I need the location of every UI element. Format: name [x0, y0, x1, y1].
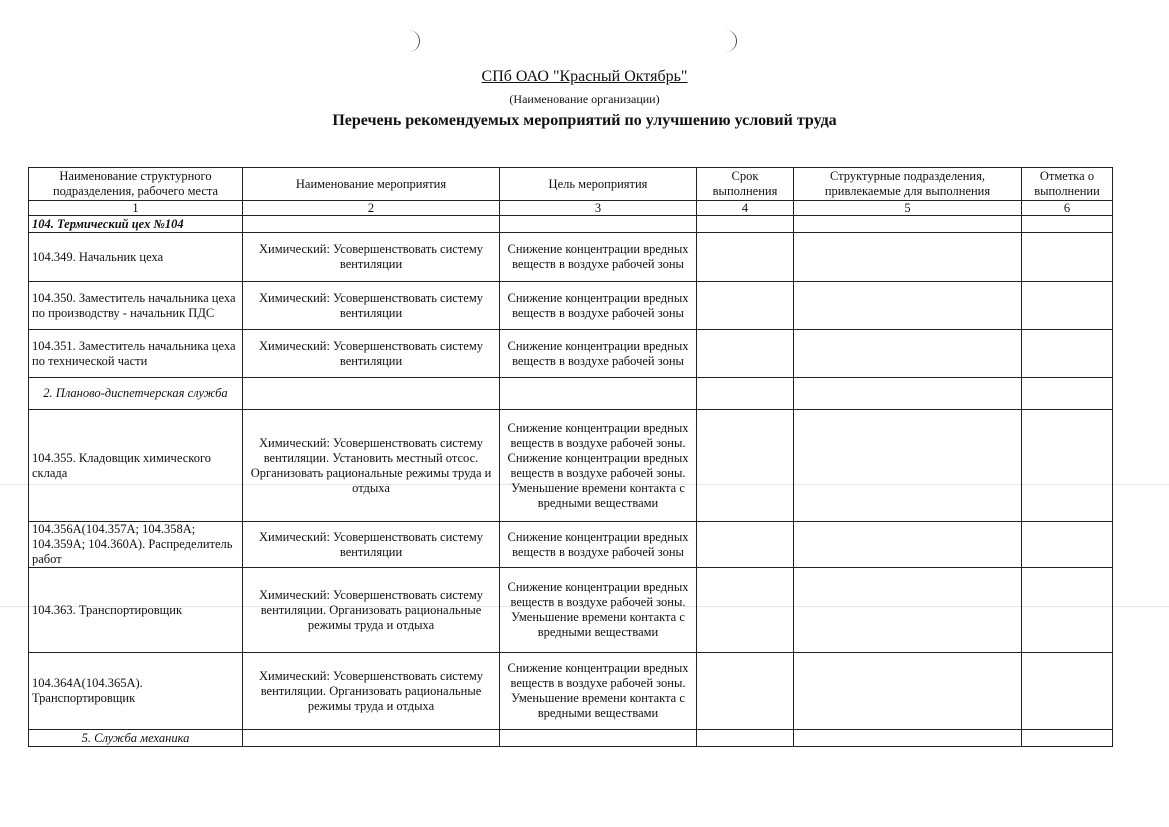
mark-cell: [1022, 330, 1113, 378]
units-cell: [794, 568, 1022, 653]
units-cell: [794, 653, 1022, 730]
section-row: [29, 730, 1113, 747]
goal-cell: Снижение концентрации вредных веществ в воздухе рабочей зоны: [500, 330, 697, 378]
table-row: [29, 330, 1113, 378]
units-cell: [794, 330, 1022, 378]
column-header-goal: Цель мероприятия: [500, 168, 697, 201]
column-number: 5: [794, 201, 1022, 216]
section-row: [29, 378, 1113, 410]
measure-cell: Химический: Усовершенствовать систему вентиляции: [243, 233, 500, 282]
empty-cell: [794, 378, 1022, 410]
workplace-cell: 104.363. Транспортировщик: [29, 568, 243, 653]
mark-cell: [1022, 410, 1113, 522]
empty-cell: [1022, 216, 1113, 233]
goal-cell: Снижение концентрации вредных веществ в воздухе рабочей зоны. Снижение концентрации вредных веществ в воздухе рабочей зоны. Уменьшение времени контакта с вредными веществами: [500, 410, 697, 522]
column-number: 3: [500, 201, 697, 216]
mark-cell: [1022, 233, 1113, 282]
column-number: 1: [29, 201, 243, 216]
empty-cell: [697, 216, 794, 233]
measure-cell: Химический: Усовершенствовать систему вентиляции. Организовать рациональные режимы труда и отдыха: [243, 568, 500, 653]
empty-cell: [500, 378, 697, 410]
empty-cell: [500, 730, 697, 747]
empty-cell: [1022, 730, 1113, 747]
column-header-units: Структурные подразделения, привлекаемые для выполнения: [794, 168, 1022, 201]
measure-cell: Химический: Усовершенствовать систему вентиляции: [243, 282, 500, 330]
measure-cell: Химический: Усовершенствовать систему вентиляции: [243, 330, 500, 378]
table-row: [29, 522, 1113, 568]
mark-cell: [1022, 282, 1113, 330]
empty-cell: [794, 216, 1022, 233]
column-number-row: [29, 201, 1113, 216]
workplace-cell: 104.356А(104.357А; 104.358А; 104.359А; 104.360А). Распределитель работ: [29, 522, 243, 568]
workplace-cell: 104.350. Заместитель начальника цеха по производству - начальник ПДС: [29, 282, 243, 330]
measure-cell: Химический: Усовершенствовать систему вентиляции: [243, 522, 500, 568]
punch-hole-left: [405, 30, 420, 52]
empty-cell: [243, 216, 500, 233]
organization-name: СПб ОАО "Красный Октябрь": [481, 68, 688, 85]
goal-cell: Снижение концентрации вредных веществ в воздухе рабочей зоны: [500, 522, 697, 568]
empty-cell: [1022, 378, 1113, 410]
units-cell: [794, 410, 1022, 522]
empty-cell: [500, 216, 697, 233]
empty-cell: [243, 730, 500, 747]
column-number: 4: [697, 201, 794, 216]
empty-cell: [794, 730, 1022, 747]
measure-cell: Химический: Усовершенствовать систему вентиляции. Установить местный отсос. Организовать рациональные режимы труда и отдыха: [243, 410, 500, 522]
column-header-measure: Наименование мероприятия: [243, 168, 500, 201]
measures-table: [28, 167, 1113, 747]
column-header-workplace: Наименование структурного подразделения, рабочего места: [29, 168, 243, 201]
table-header-row: [29, 168, 1113, 201]
units-cell: [794, 233, 1022, 282]
section-label: 104. Термический цех №104: [29, 216, 243, 233]
empty-cell: [697, 730, 794, 747]
term-cell: [697, 522, 794, 568]
term-cell: [697, 410, 794, 522]
term-cell: [697, 233, 794, 282]
goal-cell: Снижение концентрации вредных веществ в воздухе рабочей зоны. Уменьшение времени контакта с вредными веществами: [500, 653, 697, 730]
term-cell: [697, 568, 794, 653]
workplace-cell: 104.355. Кладовщик химического склада: [29, 410, 243, 522]
table-row: [29, 568, 1113, 653]
mark-cell: [1022, 568, 1113, 653]
units-cell: [794, 282, 1022, 330]
workplace-cell: 104.364А(104.365А). Транспортировщик: [29, 653, 243, 730]
units-cell: [794, 522, 1022, 568]
column-number: 6: [1022, 201, 1113, 216]
section-row: [29, 216, 1113, 233]
term-cell: [697, 330, 794, 378]
goal-cell: Снижение концентрации вредных веществ в воздухе рабочей зоны. Уменьшение времени контакта с вредными веществами: [500, 568, 697, 653]
term-cell: [697, 653, 794, 730]
table-row: [29, 653, 1113, 730]
table-row: [29, 410, 1113, 522]
section-label: 5. Служба механика: [29, 730, 243, 747]
column-number: 2: [243, 201, 500, 216]
term-cell: [697, 282, 794, 330]
column-header-mark: Отметка о выполнении: [1022, 168, 1113, 201]
workplace-cell: 104.349. Начальник цеха: [29, 233, 243, 282]
goal-cell: Снижение концентрации вредных веществ в воздухе рабочей зоны: [500, 233, 697, 282]
table-row: [29, 233, 1113, 282]
empty-cell: [697, 378, 794, 410]
workplace-cell: 104.351. Заместитель начальника цеха по технической части: [29, 330, 243, 378]
goal-cell: Снижение концентрации вредных веществ в воздухе рабочей зоны: [500, 282, 697, 330]
table-row: [29, 282, 1113, 330]
empty-cell: [243, 378, 500, 410]
mark-cell: [1022, 653, 1113, 730]
punch-hole-right: [722, 30, 737, 52]
section-label: 2. Планово-диспетчерская служба: [29, 378, 243, 410]
measure-cell: Химический: Усовершенствовать систему вентиляции. Организовать рациональные режимы труда и отдыха: [243, 653, 500, 730]
document-title: Перечень рекомендуемых мероприятий по улучшению условий труда: [332, 112, 837, 129]
organization-caption: (Наименование организации): [509, 92, 660, 106]
mark-cell: [1022, 522, 1113, 568]
column-header-term: Срок выполнения: [697, 168, 794, 201]
